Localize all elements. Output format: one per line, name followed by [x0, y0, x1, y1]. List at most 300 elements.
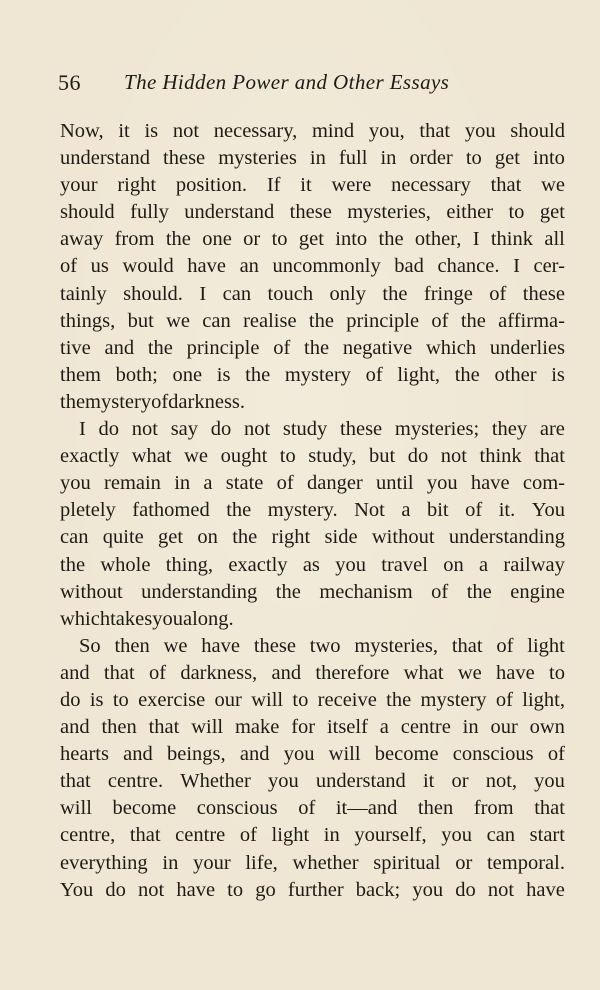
word: or — [243, 228, 261, 251]
word: necessary, — [213, 120, 298, 142]
text-line — [60, 552, 565, 579]
word: mysteries — [218, 147, 297, 170]
text-line — [60, 795, 565, 822]
word: and — [239, 743, 270, 766]
word: until — [376, 472, 414, 495]
word: of — [431, 580, 449, 603]
word: these — [253, 634, 296, 657]
word: then — [101, 716, 137, 739]
word: but — [127, 309, 154, 332]
word: things, — [60, 309, 116, 332]
word: of — [465, 499, 483, 522]
text-line — [60, 172, 565, 199]
word: the — [245, 363, 271, 386]
word: in — [323, 824, 340, 847]
text-line — [60, 145, 565, 172]
word: a — [379, 716, 389, 739]
word: the — [454, 363, 480, 386]
text-line — [60, 633, 565, 660]
word: underlies — [489, 336, 565, 359]
text-line — [60, 470, 565, 497]
word: I — [513, 255, 520, 278]
body-text — [60, 118, 565, 904]
word: mystery — [420, 688, 487, 711]
word: not — [440, 445, 467, 468]
word: railway — [503, 553, 565, 576]
word: have — [176, 878, 216, 901]
word: would — [122, 255, 174, 278]
word: principle — [346, 309, 420, 332]
word: have — [526, 878, 565, 901]
word: darkness. — [168, 390, 246, 413]
word: whole — [100, 553, 151, 576]
word: Now, — [60, 120, 104, 142]
word: do — [60, 688, 81, 711]
word: you — [335, 553, 366, 576]
word: conscious — [452, 743, 534, 766]
word: get — [158, 526, 184, 549]
word: you — [464, 120, 496, 142]
word: go — [255, 878, 276, 901]
word: fringe — [423, 282, 473, 305]
word: other, — [414, 228, 462, 251]
word: Whether — [180, 770, 251, 793]
word: the — [308, 309, 334, 332]
word: have — [201, 634, 240, 657]
text-line — [60, 199, 565, 226]
word: it—and — [335, 797, 398, 820]
word: we — [166, 309, 190, 332]
word: beings, — [167, 743, 226, 766]
word: bad — [394, 255, 424, 278]
word: have — [496, 661, 535, 684]
word: into — [335, 228, 368, 251]
word: in — [380, 147, 397, 170]
word: you — [283, 743, 315, 766]
word: exactly — [60, 445, 120, 468]
word: that — [60, 770, 91, 793]
word: and — [123, 743, 153, 766]
word: touch — [267, 282, 314, 305]
word: of — [273, 336, 291, 359]
word: the — [460, 309, 486, 332]
word: a — [401, 499, 411, 522]
word: the — [60, 390, 86, 413]
word: the — [147, 336, 173, 359]
word: that — [534, 445, 565, 468]
word: you — [267, 770, 299, 793]
word: realise — [243, 309, 297, 332]
word: without — [60, 580, 123, 603]
word: spiritual — [373, 851, 441, 874]
word: start — [529, 824, 565, 847]
word: these — [340, 418, 383, 441]
text-line — [60, 118, 565, 145]
paragraph-2 — [60, 416, 565, 633]
word: I — [79, 418, 86, 441]
word: on — [443, 553, 464, 576]
word: will — [191, 716, 224, 739]
word: If — [266, 174, 281, 197]
word: engine — [510, 580, 565, 603]
word: chance. — [437, 255, 500, 278]
word: the — [466, 580, 492, 603]
word: light, — [522, 688, 565, 711]
word: I — [472, 228, 480, 251]
word: you, — [368, 120, 405, 142]
word: and — [60, 661, 90, 684]
word: will — [328, 743, 361, 766]
word: do — [455, 878, 476, 901]
word: other — [494, 363, 537, 386]
word: the — [165, 228, 191, 251]
paragraph-3 — [60, 633, 565, 904]
word: we — [541, 174, 565, 197]
word: state — [225, 472, 264, 495]
word: mind — [311, 120, 355, 142]
word: to — [112, 688, 129, 711]
word: these — [163, 147, 206, 170]
word: on — [197, 526, 218, 549]
word: side — [324, 526, 358, 549]
text-line — [60, 822, 565, 849]
word: in — [162, 851, 179, 874]
text-line — [60, 497, 565, 524]
word: in — [462, 716, 479, 739]
word: mystery — [85, 390, 152, 413]
word: we — [184, 445, 209, 468]
word: will — [60, 797, 92, 820]
word: it — [300, 174, 312, 197]
text-line — [60, 524, 565, 551]
word: from — [473, 797, 514, 820]
word: mystery — [284, 363, 351, 386]
text-line — [60, 416, 565, 443]
word: but — [369, 445, 396, 468]
word: of — [495, 688, 513, 711]
word: of — [276, 472, 294, 495]
word: light — [527, 634, 565, 657]
word: have — [187, 255, 226, 278]
word: without — [371, 526, 435, 549]
word: for — [291, 716, 316, 739]
word: I — [199, 282, 207, 305]
word: do — [105, 878, 126, 901]
word: study, — [308, 445, 357, 468]
running-title: The Hidden Power and Other Essays — [124, 70, 450, 94]
word: yourself, — [354, 824, 427, 847]
word: then — [417, 797, 454, 820]
word: temporal. — [486, 851, 565, 874]
word: exactly — [228, 553, 288, 576]
word: one — [202, 228, 232, 251]
word: in — [174, 472, 191, 495]
word: make — [234, 716, 280, 739]
word: of — [60, 255, 78, 278]
word: which — [426, 336, 477, 359]
word: everything — [60, 851, 148, 874]
word: your — [193, 851, 231, 874]
word: life, — [245, 851, 278, 874]
word: can — [60, 526, 89, 549]
page-header — [58, 70, 558, 100]
word: right — [271, 526, 311, 549]
text-line — [60, 389, 565, 416]
word: uncommonly — [272, 255, 381, 278]
word: we — [163, 634, 188, 657]
text-line — [60, 687, 565, 714]
word: not — [487, 878, 515, 901]
word: they — [491, 418, 528, 441]
text-line — [60, 226, 565, 253]
word: you — [60, 472, 91, 495]
text-line — [60, 606, 565, 633]
word: should — [60, 201, 115, 224]
word: your — [60, 174, 98, 197]
word: do — [98, 418, 120, 441]
word: therefore — [315, 661, 390, 684]
word: study — [282, 418, 328, 441]
text-line — [60, 768, 565, 795]
word: to — [227, 878, 244, 901]
word: not — [138, 878, 165, 901]
word: you — [426, 472, 458, 495]
word: either — [446, 201, 494, 224]
word: right — [117, 174, 157, 197]
word: that — [148, 716, 180, 739]
word: away — [60, 228, 104, 251]
word: understand — [315, 770, 406, 793]
word: necessary — [391, 174, 471, 197]
word: from — [114, 228, 155, 251]
word: back; — [355, 878, 401, 901]
word: which — [60, 607, 111, 630]
word: the — [304, 336, 330, 359]
text-line — [60, 335, 565, 362]
text-line — [60, 281, 565, 308]
word: of — [365, 363, 383, 386]
word: to — [271, 228, 288, 251]
word: will — [251, 688, 284, 711]
word: So — [79, 634, 101, 657]
word: centre, — [60, 824, 116, 847]
word: order — [409, 147, 453, 170]
text-line — [60, 579, 565, 606]
word: is — [144, 120, 159, 142]
word: pletely — [60, 499, 116, 522]
text-line — [60, 741, 565, 768]
text-line — [60, 362, 565, 389]
word: these — [289, 201, 332, 224]
word: bit — [426, 499, 449, 522]
word: should — [510, 120, 565, 142]
word: cer- — [533, 255, 565, 278]
word: understand — [60, 147, 150, 170]
word: not — [172, 120, 200, 142]
text-line — [60, 714, 565, 741]
word: to — [508, 201, 525, 224]
word: it. — [498, 499, 516, 522]
word: centre — [400, 716, 451, 739]
word: not — [131, 418, 158, 441]
word: do — [407, 445, 429, 468]
word: should. — [123, 282, 183, 305]
word: one — [172, 363, 203, 386]
word: can — [222, 282, 252, 305]
word: exercise — [138, 688, 206, 711]
word: centre — [175, 824, 226, 847]
word: mysteries, — [347, 201, 431, 224]
word: is — [216, 363, 231, 386]
word: receive — [317, 688, 377, 711]
word: that — [419, 120, 451, 142]
word: conscious — [196, 797, 278, 820]
word: then — [114, 634, 150, 657]
word: have — [470, 472, 510, 495]
word: get — [298, 228, 324, 251]
word: You — [60, 878, 94, 901]
word: remain — [104, 472, 161, 495]
word: danger — [306, 472, 363, 495]
word: a — [479, 553, 489, 576]
word: that — [129, 824, 161, 847]
word: is — [551, 363, 565, 386]
word: say — [170, 418, 199, 441]
word: fully — [130, 201, 169, 224]
word: what — [131, 445, 172, 468]
word: understand — [184, 201, 275, 224]
word: that — [490, 174, 522, 197]
word: position. — [175, 174, 248, 197]
word: become — [112, 797, 177, 820]
word: along. — [182, 607, 234, 630]
word: is — [89, 688, 104, 711]
text-line — [60, 253, 565, 280]
word: affirma- — [498, 309, 565, 332]
word: that — [103, 661, 135, 684]
text-line — [60, 850, 565, 877]
word: can — [486, 824, 516, 847]
word: both; — [115, 363, 158, 386]
word: light — [271, 824, 310, 847]
word: understanding — [448, 526, 565, 549]
word: think — [479, 445, 522, 468]
word: into — [533, 147, 565, 170]
word: itself — [326, 716, 368, 739]
word: only — [329, 282, 366, 305]
word: of — [298, 797, 316, 820]
word: com- — [522, 472, 565, 495]
word: of — [151, 390, 169, 413]
word: whether — [292, 851, 359, 874]
word: it — [422, 770, 435, 793]
word: that — [534, 797, 565, 820]
word: as — [302, 553, 320, 576]
word: to — [549, 661, 565, 684]
word: own — [529, 716, 565, 739]
word: fathomed — [132, 499, 210, 522]
text-line — [60, 877, 565, 904]
word: light, — [397, 363, 441, 386]
word: understanding — [141, 580, 258, 603]
word: the — [60, 553, 86, 576]
word: the — [378, 228, 404, 251]
word: principle — [186, 336, 260, 359]
word: or — [455, 851, 473, 874]
word: of — [148, 661, 167, 684]
word: the — [275, 580, 301, 603]
word: two — [309, 634, 341, 657]
text-line — [60, 660, 565, 687]
word: and — [271, 661, 302, 684]
word: of — [239, 824, 257, 847]
word: our — [214, 688, 242, 711]
word: think — [490, 228, 534, 251]
word: all — [544, 228, 565, 251]
word: them — [60, 363, 101, 386]
word: travel — [381, 553, 428, 576]
paragraph-1 — [60, 118, 565, 416]
word: mechanism — [319, 580, 413, 603]
word: get — [494, 147, 520, 170]
word: our — [490, 716, 518, 739]
word: mysteries, — [354, 634, 439, 657]
word: become — [374, 743, 439, 766]
word: we — [457, 661, 482, 684]
word: thing, — [165, 553, 214, 576]
page-number: 56 — [58, 70, 81, 95]
word: in — [309, 147, 326, 170]
word: hearts — [60, 743, 109, 766]
word: to — [465, 147, 482, 170]
word: quite — [102, 526, 144, 549]
text-line — [60, 308, 565, 335]
word: are — [539, 418, 565, 441]
word: these — [522, 282, 565, 305]
word: tainly — [60, 282, 107, 305]
word: that — [451, 634, 483, 657]
word: it — [118, 120, 130, 142]
word: a — [203, 472, 213, 495]
word: to — [292, 688, 309, 711]
word: or — [451, 770, 469, 793]
word: negative — [342, 336, 413, 359]
word: Not — [354, 499, 385, 522]
word: ought — [220, 445, 268, 468]
word: get — [539, 201, 565, 224]
word: not — [243, 418, 271, 441]
word: full — [338, 147, 368, 170]
word: the — [226, 499, 252, 522]
word: you — [412, 878, 444, 901]
word: of — [547, 743, 565, 766]
word: the — [232, 526, 258, 549]
word: further — [287, 878, 344, 901]
word: takes — [110, 607, 153, 630]
word: not, — [485, 770, 518, 793]
word: you — [534, 770, 565, 793]
word: what — [403, 661, 444, 684]
word: were — [331, 174, 372, 197]
word: us — [90, 255, 109, 278]
word: You — [531, 499, 565, 522]
word: tive — [60, 336, 91, 359]
word: an — [239, 255, 259, 278]
word: centre. — [107, 770, 164, 793]
word: can — [202, 309, 231, 332]
word: and — [104, 336, 135, 359]
text-line — [60, 443, 565, 470]
